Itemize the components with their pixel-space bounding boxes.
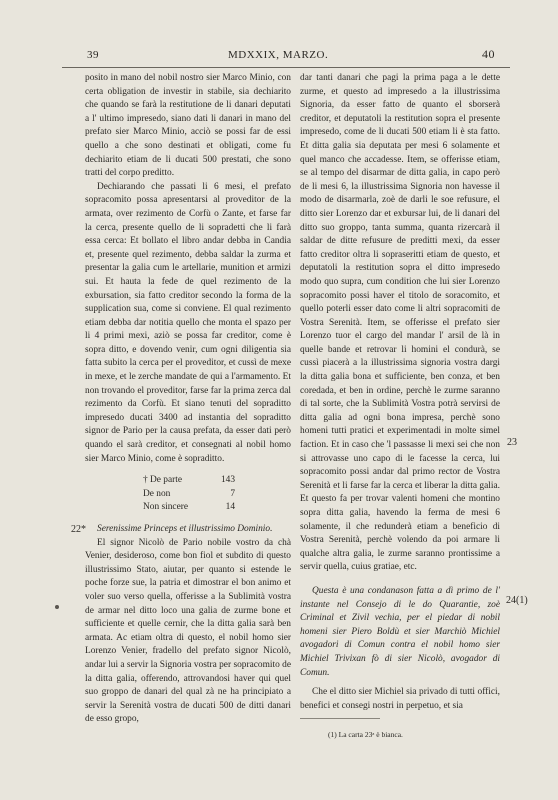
left-paragraph-3: El signor Nicolò de Pario nobile vostro da chà Venier, desideroso, come bon fiol et subdito di questo illustrissimo Stato, aiutar, per quanto si estende le poche forze sue, la patria et dimostrar el bon animo et voler suo verso quella, offerisse a la Sublimità vostra de armar nel ditto loco una galia de zurme bone et sufficiente et quelle cernir, che la ditta galia sarà ben armata. Ac etiam oltra di questo, el nobil homo sier Lorenzo Venier, fradello del prefato signor Nicolò, andar lui a servir la Signoria vostra per sopracomito de la ditta galia, offerendo, attrovandosi haver qui quel suo groppo de danari del qual zà ne ha principiato a servir la Serenità vostra de ducati 500 de ditti danari de esso gropo, — [85, 537, 291, 725]
right-column — [300, 72, 500, 713]
left-column — [71, 72, 291, 727]
left-paragraph-1: posito in mano del nobil nostro sier Marco Minio, con certa obligation de investir in stabile, sia dechiarito che quando se farà la restitutione de li danari deputati a l' ultimo impresedo, siano dati li danari in mano del prefato sier Marco Minio, acciò se possi far de essi quello a che sono destinati et obligati, come fu dechiarito etiam de li ducati 500 prestati, che sono tratti del corpo preditto. — [85, 73, 291, 179]
section-title: 22* Serenissime Princeps et illustrissimo Dominio. — [85, 523, 291, 537]
vote-row: Non sincere 14 — [143, 502, 235, 513]
vote-row: † De parte 143 — [143, 475, 235, 486]
footnote: (1) La carta 23ᵃ è bianca. — [328, 730, 403, 739]
page-number-right: 40 — [482, 47, 495, 61]
margin-number: 22* — [71, 524, 86, 535]
margin-number-24: 24(1) — [506, 595, 528, 606]
header-rule — [62, 67, 510, 68]
vote-tally — [143, 474, 291, 515]
condemnation-note: Questa è una condanason fatta a dì primo de l' instante nel Consejo di le do Quarantie, zoè Criminal et Zivil vechia, per el piedar di nobil homeni sier Piero Boldù et sier Marchiò Michiel avogadori di Comun contra el nobil homo sier Michiel Trivixan fò di sier Nicolò, avogador di Comun. — [300, 585, 500, 678]
left-paragraph-2: Dechiarando che passati li 6 mesi, el prefato sopracomito possa apresentarsi al proveditor de la armata, over rezimento de Corfù o Zante, et farse far la cerca, presente quello de li sopradetti che li farà essa cerca: Et bollato el libro andar debba in Candia et, presente quel rezimento, debba saldar la zurma et presentar la galia cum le artellarie, munition et armizi sui. Et hauta la fede de quel rezimento de la exbursation, sia fatto creditor secondo la forma de la supplication sua, come si conviene. El qual rezimento etiam debba dar notitia quello che monta el spazo per li 4 primi mexi, aziò se possa far creditor, come è sopra ditto, e dovendo venir, cum ogni diligentia sia fatta subito la cerca per el proveditor, et cussì de mexe in mexe, et le zerche mandate de qui a l'armamento. Et non trovando el proveditor, farse far la prima zerca dal rezimento da Corfù. Et siano tenuti del sopraditto impresedo ducati 3400 ad instantia del sopraditto signor de Pario per la causa prefata, da esser dati però quando el sarà creditor, et consegnati al nobil homo sier Marco Minio, come è sopraditto. — [85, 181, 291, 464]
footnote-rule — [300, 718, 380, 719]
vote-row: De non 7 — [143, 488, 235, 499]
right-paragraph-1: dar tanti danari che pagi la prima paga a le dette zurme, et questo ad impresedo a la illustrissima Signoria, da esser fatto de quanto el sborserà creditor, et deputatoli la restitution sopra el presente impresedo, come de li ducati 500 etiam li è sta fatto. Et ditta galia sia deputata per mesi 6 solamente et quel manco che accadesse. Item, se offerisse etiam, se al tempo del disarmar de ditta galia, in capo però de li mesi 6, la illustrissima Signoria non havesse il modo de disarmarla, zoè de darli le soe refusure, el ditto sier Lorenzo dar et exbursar lui, de li danari del ditto suo groppo, tanta summa, quanta rizercarà il saldar de ditte refusure de preditti mexi, da esser fatto creditor oltra li sopraseritti etiam de questo, et deputatoli la restitution sopra el ditto impresedo modo quo supra, cum condition che lui sier Lorenzo sopracomito possi haver el titolo de soracomito, et quello poterli esser dato come li altri sopracomiti de Vostra Serenità. Item, se offerisse el prefato sier Lorenzo tuor el cargo del mandar l' arsil de là in quelle bande et retrovar li homini el condurà, se cussì piacerà a la illustrissima signoria vostra dargi la ditta galia bona et sufficiente, ben conza, et ben coredada, et ben in ordine, perchè le zurme saranno di tal sorte, che la Sublimità Vostra potrà servirsi de ditta galia ad ogni bona impresa, perchè sono homeni tutti pratici et experimentadi in molte simel faction. Et in caso che 'l passasse li mexi sei che non si attrovasse uno capo di le facesse la cerca, lui sopracomito possi andar dal primo rector de Vostra Serenità et li farse far la cerca et liberar la ditta galia. Et questo fa per trovar valenti homeni che montino sopra ditta galia, havendo la ferma de mesi 6 solamente, il che redunderà etiam a beneficio di Vostra Serenità, perchè volendo da poi armare li qualche altra galia, le zurme saranno prontissime a servir quella, cuius gratiae, etc. — [300, 73, 500, 573]
margin-number-23: 23 — [507, 437, 517, 448]
running-title: MDXXIX, MARZO. — [228, 49, 329, 61]
right-paragraph-2: Che el ditto sier Michiel sia privado di tutti offici, benefici et consegi nostri in perpetuo, et sia — [300, 687, 500, 711]
page-number-left: 39 — [87, 49, 99, 61]
page-speck — [55, 605, 59, 609]
